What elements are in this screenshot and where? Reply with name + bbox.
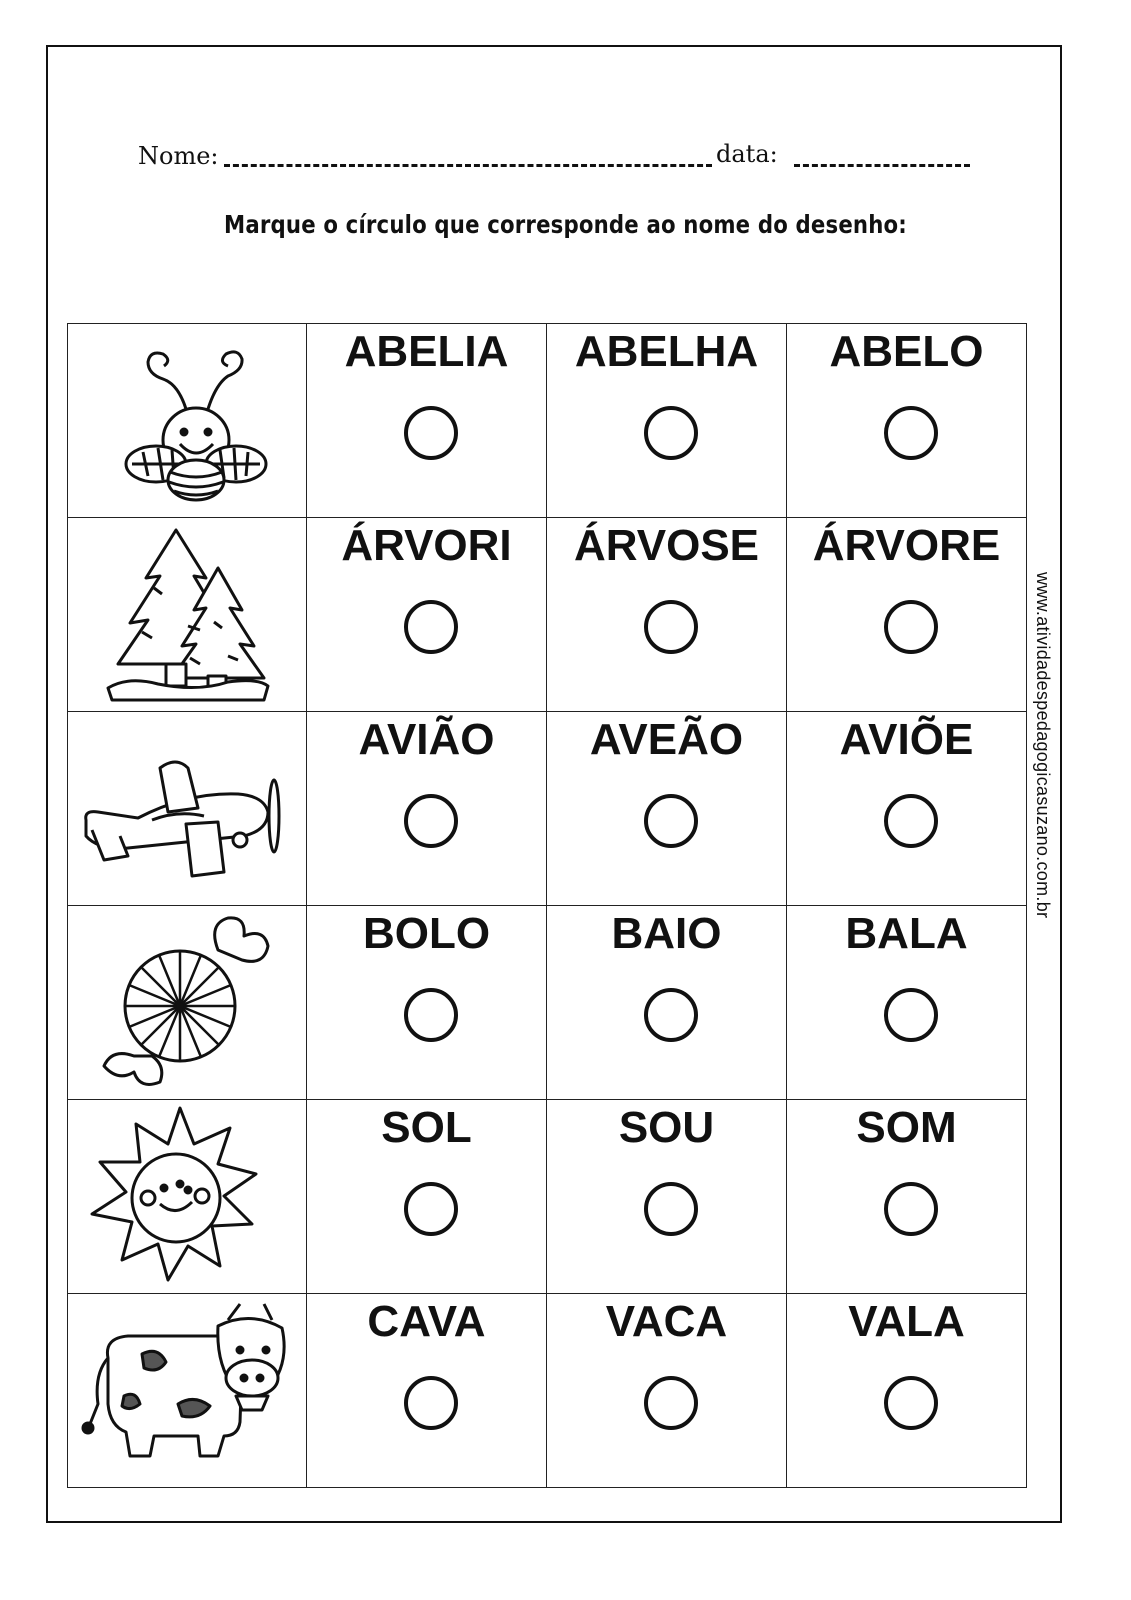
table-row [68, 1100, 1027, 1294]
answer-circle[interactable] [644, 988, 698, 1042]
answer-circle[interactable] [884, 1182, 938, 1236]
answer-circle[interactable] [404, 1376, 458, 1430]
date-label: data: [716, 140, 778, 168]
answer-circle[interactable] [644, 1182, 698, 1236]
answer-circle[interactable] [404, 794, 458, 848]
option-word: SOL [381, 1103, 472, 1152]
option-word: ÁRVORE [812, 521, 1001, 570]
instruction-text: Marque o círculo que corresponde ao nome do desenho: [224, 210, 907, 239]
option-word: AVIÃO [358, 715, 495, 764]
website-url: www.atividadespedagogicasuzano.com.br [1033, 572, 1053, 919]
answer-circle[interactable] [644, 406, 698, 460]
option-word: ABELHA [574, 327, 759, 376]
answer-circle[interactable] [644, 1376, 698, 1430]
answer-circle[interactable] [644, 794, 698, 848]
table-row [68, 906, 1027, 1100]
option-word: SOU [618, 1103, 715, 1152]
option-word: ABELIA [344, 327, 509, 376]
table-row [68, 518, 1027, 712]
table-row [68, 712, 1027, 906]
answer-circle[interactable] [404, 600, 458, 654]
option-cell[interactable] [547, 906, 787, 1100]
option-cell[interactable] [547, 712, 787, 906]
answer-circle[interactable] [404, 406, 458, 460]
answer-circle[interactable] [644, 600, 698, 654]
table-row [68, 1294, 1027, 1488]
option-cell[interactable] [787, 1100, 1027, 1294]
option-cell[interactable] [787, 518, 1027, 712]
answer-circle[interactable] [884, 988, 938, 1042]
name-field[interactable] [224, 164, 712, 167]
option-cell[interactable] [307, 324, 547, 518]
bee-icon [68, 324, 306, 517]
option-cell[interactable] [547, 324, 787, 518]
candy-icon [68, 906, 306, 1099]
option-word: ÁRVOSE [573, 521, 760, 570]
header-fields [138, 140, 978, 180]
table-row [68, 324, 1027, 518]
option-word: VALA [848, 1297, 965, 1346]
answer-circle[interactable] [884, 794, 938, 848]
option-cell[interactable] [307, 1294, 547, 1488]
option-cell[interactable] [307, 906, 547, 1100]
option-word: VACA [605, 1297, 728, 1346]
option-cell[interactable] [547, 518, 787, 712]
answer-circle[interactable] [884, 406, 938, 460]
option-cell[interactable] [787, 1294, 1027, 1488]
sun-icon [68, 1100, 306, 1293]
option-word: BOLO [362, 909, 491, 958]
date-field[interactable] [794, 164, 970, 167]
option-word: BAIO [611, 909, 722, 958]
option-cell[interactable] [307, 712, 547, 906]
picture-cell [68, 518, 307, 712]
answer-grid [67, 323, 1027, 1488]
picture-cell [68, 1294, 307, 1488]
picture-cell [68, 906, 307, 1100]
option-word: AVEÃO [589, 715, 744, 764]
option-cell[interactable] [787, 712, 1027, 906]
picture-cell [68, 712, 307, 906]
option-word: AVIÕE [839, 715, 974, 764]
tree-icon [68, 518, 306, 711]
airplane-icon [68, 712, 306, 905]
option-word: ÁRVORI [341, 521, 512, 570]
picture-cell [68, 1100, 307, 1294]
option-word: SOM [856, 1103, 957, 1152]
answer-circle[interactable] [404, 988, 458, 1042]
picture-cell [68, 324, 307, 518]
option-cell[interactable] [547, 1100, 787, 1294]
name-label: Nome: [138, 142, 219, 170]
option-cell[interactable] [787, 324, 1027, 518]
option-cell[interactable] [307, 518, 547, 712]
option-word: ABELO [829, 327, 984, 376]
option-cell[interactable] [787, 906, 1027, 1100]
option-cell[interactable] [307, 1100, 547, 1294]
answer-circle[interactable] [884, 600, 938, 654]
answer-circle[interactable] [884, 1376, 938, 1430]
option-cell[interactable] [547, 1294, 787, 1488]
answer-circle[interactable] [404, 1182, 458, 1236]
cow-icon [68, 1294, 306, 1487]
option-word: BALA [845, 909, 968, 958]
option-word: CAVA [367, 1297, 486, 1346]
